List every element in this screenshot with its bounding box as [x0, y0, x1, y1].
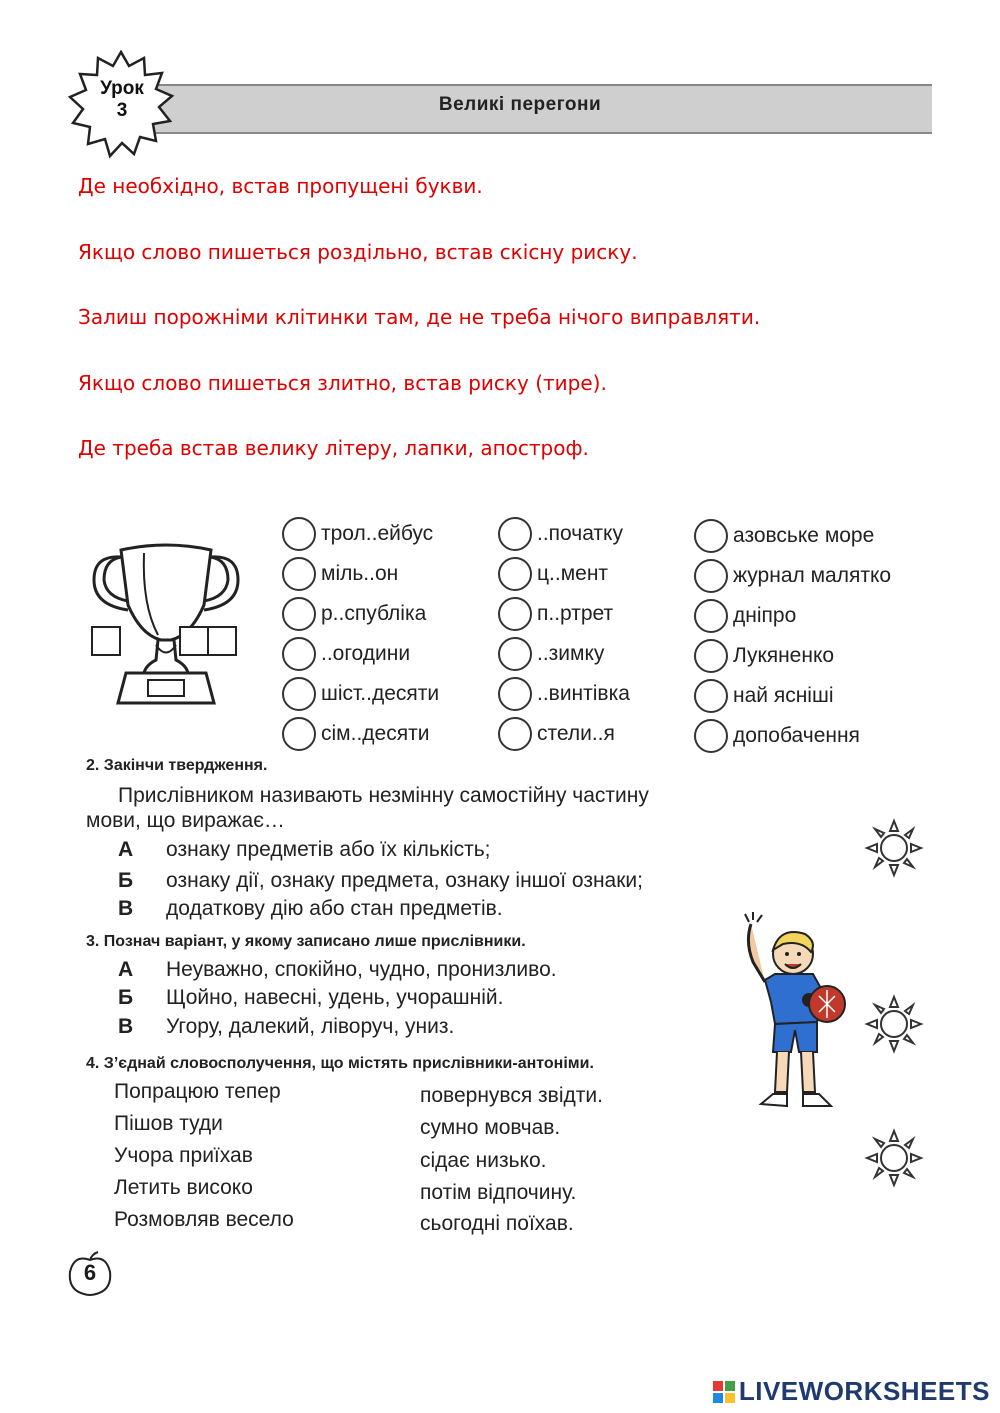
answer-circle[interactable]	[694, 559, 728, 593]
task-3-title: 3. Познач варіант, у якому записано лише прислівники.	[86, 933, 526, 950]
answer-circle[interactable]	[282, 717, 316, 751]
answer-circle[interactable]	[694, 719, 728, 753]
task-2-option-a[interactable]	[118, 838, 491, 862]
sun-icon	[864, 818, 924, 878]
word-column-1	[282, 516, 492, 752]
task-3-option-c[interactable]	[118, 1015, 454, 1039]
task-2-stem-line-2: мови, що виражає…	[86, 809, 285, 832]
word-text: міль..он	[321, 562, 399, 585]
word-item	[694, 678, 934, 714]
option-letter: В	[118, 897, 134, 920]
answer-circle[interactable]	[498, 517, 532, 551]
answer-circle[interactable]	[282, 557, 316, 591]
option-text: Неуважно, спокійно, чудно, пронизливо.	[166, 958, 557, 981]
answer-circle[interactable]	[498, 597, 532, 631]
word-item	[498, 716, 688, 752]
option-text: Угору, далекий, ліворуч, униз.	[166, 1015, 455, 1038]
word-text: азовське море	[733, 524, 875, 547]
option-letter: А	[118, 958, 134, 981]
word-text: сім..десяти	[321, 722, 430, 745]
word-text: ..винтівка	[537, 682, 630, 705]
option-text: додаткову дію або стан предметів.	[166, 897, 503, 920]
task-4-title: 4. З’єднай словосполучення, що містять прислівники-антоніми.	[86, 1055, 594, 1072]
task-3-option-b[interactable]	[118, 986, 503, 1010]
task-4-left-4[interactable]: Летить високо	[114, 1176, 253, 1199]
option-letter: Б	[118, 986, 134, 1009]
word-text: ..огодини	[321, 642, 411, 665]
task-4-right-5[interactable]: сьогодні поїхав.	[420, 1212, 574, 1235]
answer-circle[interactable]	[498, 637, 532, 671]
answer-circle[interactable]	[498, 677, 532, 711]
word-item	[498, 636, 688, 672]
cheering-boy-illustration	[735, 912, 860, 1122]
liveworksheets-logo	[713, 1376, 990, 1407]
answer-circle[interactable]	[694, 679, 728, 713]
task-4-right-3[interactable]: сідає низько.	[420, 1149, 547, 1172]
word-text: допобачення	[733, 724, 860, 747]
sun-icon	[864, 1128, 924, 1188]
word-item	[282, 676, 492, 712]
task-4-left-1[interactable]: Попрацюю тепер	[114, 1080, 281, 1103]
answer-circle[interactable]	[694, 639, 728, 673]
option-letter: Б	[118, 869, 134, 892]
logo-icon	[713, 1381, 735, 1403]
option-letter: В	[118, 1015, 134, 1038]
page-number: 6	[83, 1260, 97, 1285]
task-4-right-4[interactable]: потім відпочину.	[420, 1181, 577, 1204]
option-text: Щойно, навесні, удень, учорашній.	[166, 986, 504, 1009]
task-2-option-b[interactable]	[118, 869, 643, 893]
lesson-number: 3	[116, 100, 128, 121]
task-2-stem-line-1: Прислівником називають незмінну самостійну частину	[118, 784, 649, 807]
word-item	[694, 598, 934, 634]
option-letter: А	[118, 838, 134, 861]
word-item	[694, 518, 934, 554]
answer-circle[interactable]	[282, 677, 316, 711]
word-item	[498, 556, 688, 592]
sun-icon	[864, 994, 924, 1054]
option-text: ознаку предметів або їх кількість;	[166, 838, 491, 861]
word-text: р..спубліка	[321, 602, 427, 625]
word-text: Лукяненко	[733, 644, 835, 667]
instruction-2: Якщо слово пишеться роздільно, встав скісну риску.	[78, 240, 638, 264]
task-4-right-2[interactable]: сумно мовчав.	[420, 1116, 561, 1139]
answer-circle[interactable]	[498, 557, 532, 591]
word-item	[282, 556, 492, 592]
word-text: трол..ейбус	[321, 522, 434, 545]
answer-circle[interactable]	[498, 717, 532, 751]
option-text: ознаку дії, ознаку предмета, ознаку іншої ознаки;	[166, 869, 643, 892]
task-4-right-1[interactable]: повернувся звідти.	[420, 1084, 603, 1107]
answer-circle[interactable]	[282, 637, 316, 671]
answer-circle[interactable]	[282, 597, 316, 631]
answer-circle[interactable]	[282, 517, 316, 551]
task-4-left-2[interactable]: Пішов туди	[114, 1112, 223, 1135]
word-text: стели..я	[537, 722, 615, 745]
answer-circle[interactable]	[694, 599, 728, 633]
word-item	[282, 516, 492, 552]
word-item	[282, 596, 492, 632]
instruction-5: Де треба встав велику літеру, лапки, апостроф.	[78, 436, 589, 460]
instruction-4: Якщо слово пишеться злитно, встав риску (тире).	[78, 371, 607, 395]
word-text: ц..мент	[537, 562, 609, 585]
word-item	[694, 638, 934, 674]
task-4-left-5[interactable]: Розмовляв весело	[114, 1208, 294, 1231]
word-text: най ясніші	[733, 684, 834, 707]
logo-text: LIVEWORKSHEETS	[738, 1376, 990, 1406]
task-3-option-a[interactable]	[118, 958, 557, 982]
instruction-1: Де необхідно, встав пропущені букви.	[78, 174, 483, 198]
word-text: журнал малятко	[733, 564, 892, 587]
lesson-number-label	[86, 78, 158, 122]
task-4-left-3[interactable]: Учора приїхав	[114, 1144, 253, 1167]
lesson-label: Урок	[100, 78, 144, 99]
word-text: ..початку	[537, 522, 623, 545]
trophy-illustration	[86, 535, 246, 720]
word-item	[498, 676, 688, 712]
lesson-title: Великі перегони	[438, 94, 602, 115]
task-2-title: 2. Закінчи твердження.	[86, 757, 268, 774]
answer-circle[interactable]	[694, 519, 728, 553]
word-text: п..ртрет	[537, 602, 614, 625]
instruction-3: Залиш порожніми клітинки там, де не треба нічого виправляти.	[78, 305, 761, 329]
word-item	[282, 636, 492, 672]
word-item	[282, 716, 492, 752]
word-column-2	[498, 516, 688, 752]
word-text: дніпро	[733, 604, 797, 627]
word-item	[694, 718, 934, 754]
word-text: ..зимку	[537, 642, 605, 665]
task-2-option-c[interactable]	[118, 897, 503, 921]
word-text: шіст..десяти	[321, 682, 440, 705]
word-item	[498, 596, 688, 632]
word-item	[694, 558, 934, 594]
word-item	[498, 516, 688, 552]
word-column-3	[694, 518, 934, 754]
